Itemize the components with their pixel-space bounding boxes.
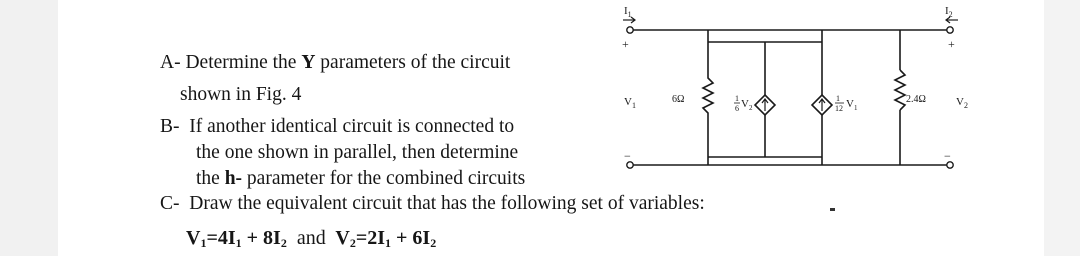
source-2-label [835,94,858,113]
equation-v1: $V_1=4I_1 + 8I_2$ [186,227,287,250]
right-page-edge [1044,0,1080,256]
terminal-1-top [627,27,633,33]
part-a-line-2: shown in Fig. 4 [180,84,302,105]
svg-text:12: 12 [835,104,843,113]
h-parameter-bold: h- [224,168,243,189]
r2-label: 2.4Ω [906,94,926,105]
part-b-line-1: B- If another identical circuit is connected to [160,116,515,137]
minus-right: − [944,149,951,163]
resistor-2-4-ohm [895,70,905,110]
circuit-diagram [600,0,990,200]
part-b-line-3: the h- parameter for the combined circuits [196,168,526,189]
svg-text:1: 1 [836,94,840,103]
i2-label: $I_2$ [945,5,953,19]
equation-v2: $V_2=2I_1 + 6I_2$ [335,227,437,250]
svg-text:1: 1 [735,94,739,103]
y-parameter-bold: Y [301,52,316,73]
svg-text:6: 6 [735,104,739,113]
part-c-equations [186,227,436,249]
source-1-label [734,94,753,113]
svg-text:V2: $V_2$ [741,98,753,112]
plus-right: + [948,37,955,51]
minus-left: − [624,149,631,163]
plus-left: + [622,37,629,51]
left-page-edge [0,0,58,256]
stray-mark [830,208,835,211]
part-b-line-2: the one shown in parallel, then determine [196,142,519,163]
i1-label: $I_1$ [624,5,632,19]
part-c-label: C- [160,193,180,214]
terminal-2-top [947,27,953,33]
svg-text:V1: $V_1$ [846,98,858,112]
and-word: and [296,227,326,249]
r1-label: 6Ω [672,94,685,105]
resistor-6-ohm [703,42,713,157]
part-b-label: B- [160,116,180,137]
part-c-line-1: C- Draw the equivalent circuit that has the following set of variables: [160,193,705,214]
v1-label: $V_1$ [624,96,636,110]
v2-label: $V_2$ [956,96,968,110]
part-a-line-1: A- Determine the Y parameters of the circuit [160,52,511,73]
part-a-label: A- [160,52,181,73]
